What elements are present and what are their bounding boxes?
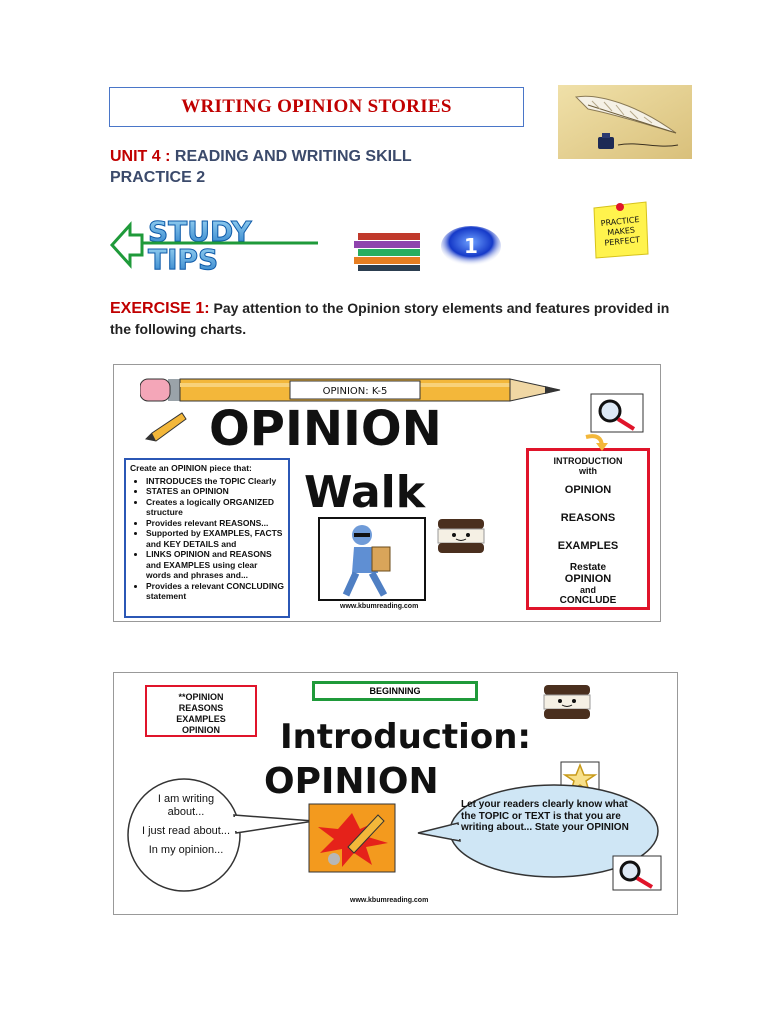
explosion-pencil-image xyxy=(308,803,396,873)
list-item: • Provides relevant REASONS... xyxy=(146,518,284,529)
tips-word: TIPS xyxy=(148,243,219,273)
cookie-character-image xyxy=(538,679,596,725)
oreo-line: OPINION xyxy=(181,725,220,735)
sentence-starter: In my opinion... xyxy=(148,844,224,856)
step-with: with xyxy=(579,466,597,476)
practice-sticky-note xyxy=(590,200,650,260)
oreo-line: EXAMPLES xyxy=(176,714,226,724)
list-item: • Supported by EXAMPLES, FACTS and KEY DETAILS and xyxy=(146,528,284,549)
walk-heading: Walk xyxy=(304,467,425,518)
step-and: and xyxy=(579,585,596,595)
magnifier-icon xyxy=(590,393,644,433)
sticky-line-1: PRACTICE xyxy=(600,215,640,229)
title-box xyxy=(109,87,524,127)
magnifier-icon xyxy=(612,855,662,891)
list-item: • STATES an OPINION xyxy=(146,486,284,497)
pencil-label: OPINION: K-5 xyxy=(322,386,388,397)
list-item: • Creates a logically ORGANIZED structure xyxy=(146,497,284,518)
opinion-walk-chart xyxy=(113,364,661,622)
opinion-heading: OPINION xyxy=(209,401,442,457)
step-restate: Restate xyxy=(569,562,607,573)
unit-heading xyxy=(110,148,412,166)
opinion-heading: OPINION xyxy=(264,761,439,802)
bubble-right-text: Let your readers clearly know what the TOPIC or TEXT is that you are writing about... State your OPINION xyxy=(461,799,629,833)
list-item: • LINKS OPINION and REASONS and EXAMPLES using clear words and phrases and... xyxy=(146,549,284,581)
site-credit: www.kbumreading.com xyxy=(350,897,429,904)
list-item: • Provides a relevant CONCLUDING statement xyxy=(146,581,284,602)
criteria-title: Create an OPINION piece that: xyxy=(130,463,252,473)
step-conclude: CONCLUDE xyxy=(559,595,617,606)
oreo-line: REASONS xyxy=(178,703,224,713)
exercise-label: EXERCISE 1: xyxy=(110,300,210,317)
step-examples: EXAMPLES xyxy=(557,540,619,552)
step-intro: INTRODUCTION xyxy=(553,456,623,466)
unit-subtitle: READING AND WRITING SKILL xyxy=(174,148,412,165)
criteria-box xyxy=(124,458,290,618)
small-pencil-icon xyxy=(142,411,188,443)
study-tips-logo xyxy=(108,213,433,273)
unit-label: UNIT 4 : xyxy=(110,148,171,165)
sticky-line-2: MAKES xyxy=(606,225,636,238)
sticky-line-3: PERFECT xyxy=(604,235,641,248)
bubble-left-text xyxy=(140,793,232,857)
exercise-text: Pay attention to the Opinion story elements and features provided in the following charts. xyxy=(110,300,670,337)
beginning-tag: BEGINNING xyxy=(312,681,478,701)
step-reasons: REASONS xyxy=(560,512,616,524)
quill-ink-image xyxy=(558,85,692,159)
sentence-starter: I just read about... xyxy=(141,825,231,837)
site-credit: www.kbumreading.com xyxy=(340,603,419,610)
walking-figure-image xyxy=(318,517,426,601)
step-opinion-2: OPINION xyxy=(564,573,612,585)
practice-label: PRACTICE 2 xyxy=(110,169,206,186)
cookie-character-image xyxy=(432,515,490,559)
introduction-opinion-chart xyxy=(113,672,678,915)
curved-arrow-icon xyxy=(582,431,608,451)
tip-number-badge xyxy=(441,226,501,266)
sentence-starter: I am writing about... xyxy=(157,793,215,818)
tip-number: 1 xyxy=(464,234,478,258)
oreo-line: **OPINION xyxy=(178,692,224,702)
list-item: • INTRODUCES the TOPIC Clearly xyxy=(146,476,284,487)
introduction-heading: Introduction: xyxy=(280,717,531,757)
criteria-list xyxy=(130,476,284,602)
steps-box xyxy=(526,448,650,610)
exercise-instructions xyxy=(110,298,670,340)
step-opinion: OPINION xyxy=(564,484,612,496)
page-title: WRITING OPINION STORIES xyxy=(181,96,452,117)
study-word: STUDY xyxy=(148,215,252,248)
oreo-box xyxy=(145,685,257,737)
